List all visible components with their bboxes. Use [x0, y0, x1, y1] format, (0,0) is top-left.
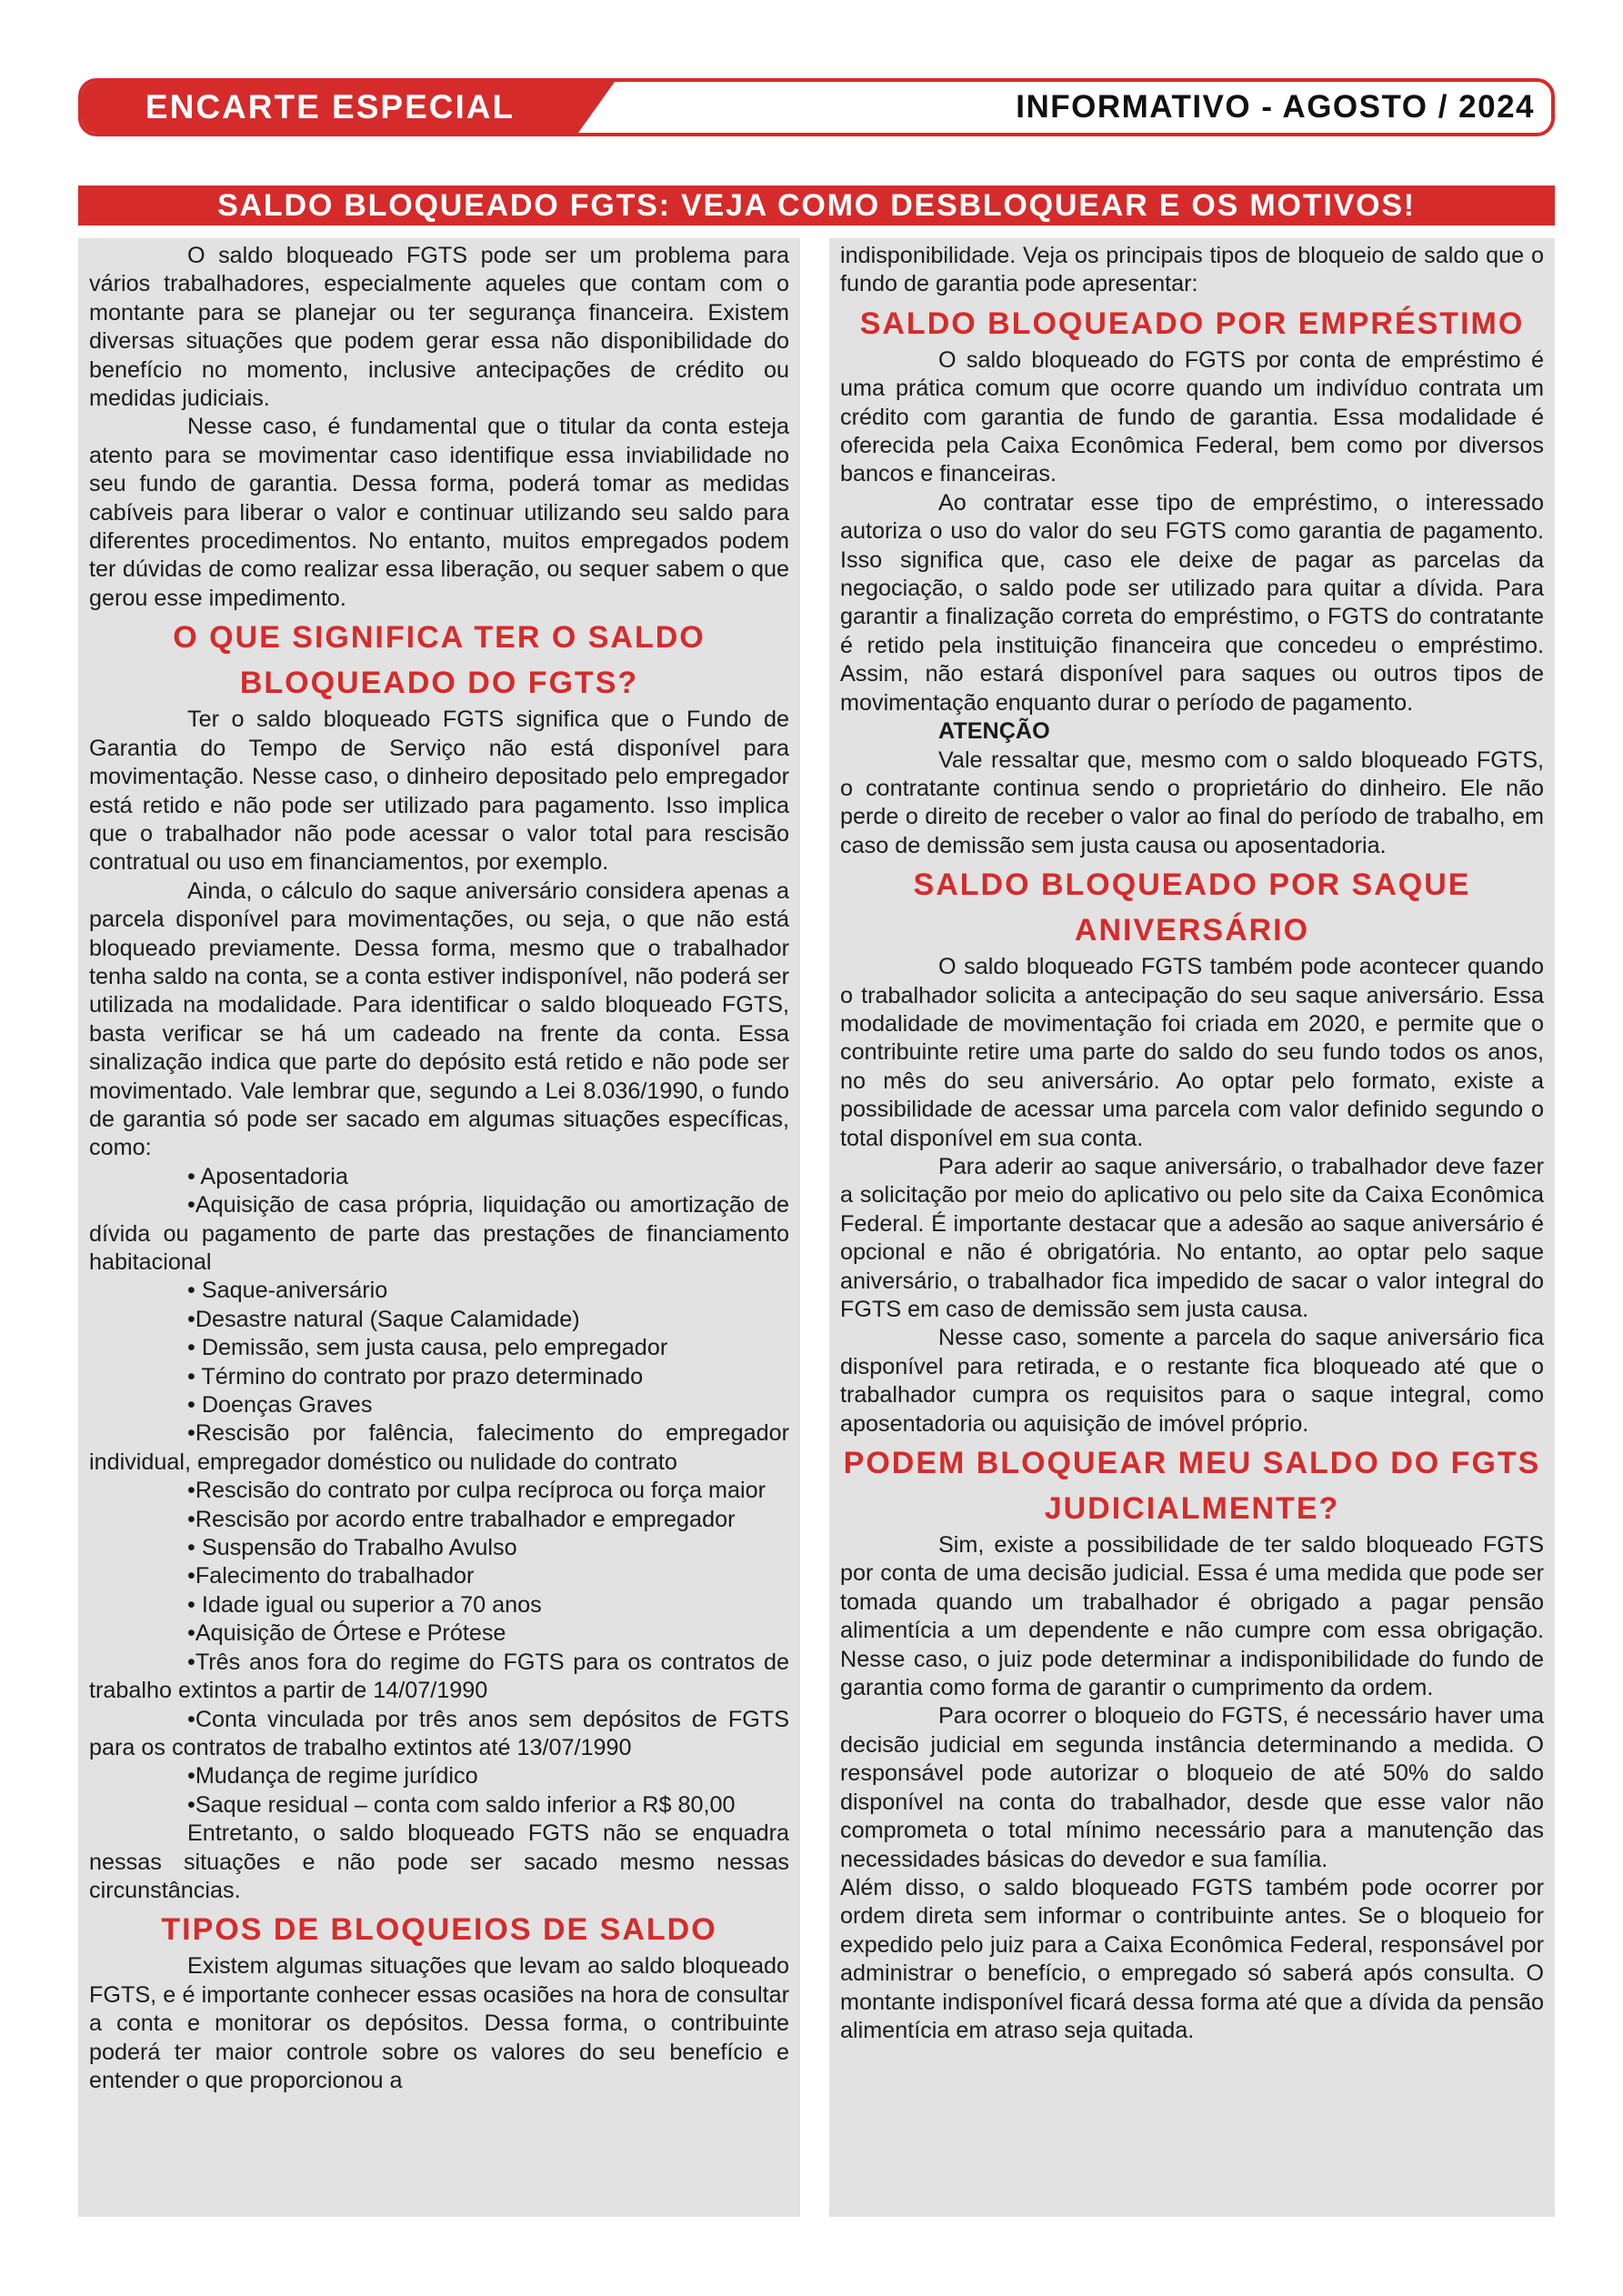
article-title: SALDO BLOQUEADO FGTS: VEJA COMO DESBLOQUEAR E OS MOTIVOS!: [78, 185, 1555, 226]
paragraph: Para ocorrer o bloqueio do FGTS, é necessário haver uma decisão judicial em segunda instância determinando a medida. O responsável pode autorizar o bloqueio de até 50% do saldo disponível na conta do trabalhador, desde que esse valor não comprometa o total mínimo necessário para a manutenção das necessidades básicas do devedor e sua família.: [840, 1703, 1544, 1872]
paragraph: Sim, existe a possibilidade de ter saldo bloqueado FGTS por conta de uma decisão judicial. Essa é uma medida que pode ser tomada quando um trabalhador é obrigado a pagar pensão alimentícia a um dependente e não cumpre com essa obrigação. Nesse caso, o juiz pode determinar a indisponibilidade do fundo de garantia como forma de garantir o cumprimento da ordem.: [840, 1532, 1544, 1701]
left-column: [78, 238, 800, 2217]
section-label: ENCARTE ESPECIAL: [82, 82, 578, 133]
paragraph: Ao contratar esse tipo de empréstimo, o interessado autoriza o uso do valor do seu FGTS como garantia de pagamento. Isso significa que, caso ele deixe de pagar as parcelas da negociação, o saldo pode ser utilizado para quitar a dívida. Para garantir a finalização correta do empréstimo, o FGTS do contratante é retido pela instituição financeira que concedeu o empréstimo. Assim, não estará disponível para saques ou outros tipos de movimentação enquanto durar o período de pagamento.: [840, 489, 1544, 716]
list-item: •Rescisão por falência, falecimento do empregador individual, empregador doméstico ou nulidade do contrato: [89, 1420, 789, 1475]
list-item: • Doenças Graves: [187, 1392, 373, 1419]
paragraph: Além disso, o saldo bloqueado FGTS também pode ocorrer por ordem direta sem informar o contribuinte antes. Se o bloqueio for expedido pelo juiz para a Caixa Econômica Federal, responsável por administrar o benefício, o empregado só saberá após consulta. O montante indisponível ficará dessa forma até que a dívida da pensão alimentícia em atraso seja quitada.: [840, 1874, 1544, 2043]
publication-label: INFORMATIVO - AGOSTO / 2024: [1016, 89, 1535, 125]
paragraph: O saldo bloqueado FGTS pode ser um problema para vários trabalhadores, especialmente aqueles que contam com o montante para se planejar ou ter segurança financeira. Existem diversas situações que podem gerar essa não disponibilidade do benefício no momento, inclusive antecipações de crédito ou medidas judiciais.: [89, 243, 789, 412]
paragraph: Nesse caso, somente a parcela do saque aniversário fica disponível para retirada, e o restante fica bloqueado até que o trabalhador cumpra os requisitos para o saque integral, como aposentadoria ou aquisição de imóvel próprio.: [840, 1325, 1544, 1437]
paragraph: Vale ressaltar que, mesmo com o saldo bloqueado FGTS, o contratante continua sendo o proprietário do dinheiro. Ele não perde o direito de receber o valor ao final do período de trabalho, em caso de demissão sem justa causa ou aposentadoria.: [840, 747, 1544, 858]
section-heading: SALDO BLOQUEADO POR EMPRÉSTIMO: [859, 306, 1525, 341]
paragraph: Ainda, o cálculo do saque aniversário considera apenas a parcela disponível para movimentações, ou seja, o que não está bloqueado previamente. Dessa forma, mesmo que o trabalhador tenha saldo na conta, se a conta estiver indisponível, não poderá ser utilizada na modalidade. Para identificar o saldo bloqueado FGTS, basta verificar se há um cadeado na frente da conta. Essa sinalização indica que parte do depósito está retido e não pode ser movimentado. Vale lembrar que, segundo a Lei 8.036/1990, o fundo de garantia só pode ser sacado em algumas situações específicas, como:: [89, 877, 789, 1161]
list-item: • Suspensão do Trabalho Avulso: [187, 1535, 517, 1561]
list-item: •Rescisão do contrato por culpa recíproca ou força maior: [187, 1478, 766, 1504]
list-item: •Desastre natural (Saque Calamidade): [187, 1306, 580, 1332]
section-heading: TIPOS DE BLOQUEIOS DE SALDO: [161, 1912, 717, 1948]
paragraph: Ter o saldo bloqueado FGTS significa que o Fundo de Garantia do Tempo de Serviço não está disponível para movimentação. Nesse caso, o dinheiro depositado pelo empregador está retido e não pode ser utilizado para pagamento. Isso implica que o trabalhador não pode acessar o valor total para rescisão contratual ou uso em financiamentos, por exemplo.: [89, 707, 789, 876]
list-item: •Conta vinculada por três anos sem depósitos de FGTS para os contratos de trabalho extintos até 13/07/1990: [89, 1706, 789, 1760]
list-item: • Aposentadoria: [187, 1163, 348, 1189]
list-item: • Término do contrato por prazo determinado: [187, 1363, 644, 1389]
right-column: [829, 238, 1555, 2217]
list-item: •Saque residual – conta com saldo inferior a R$ 80,00: [187, 1791, 736, 1818]
paragraph: Nesse caso, é fundamental que o titular da conta esteja atento para se movimentar caso identifique essa inviabilidade no seu fundo de garantia. Dessa forma, poderá tomar as medidas cabíveis para liberar o valor e continuar utilizando seu saldo para diferentes procedimentos. No entanto, muitos empregados podem ter dúvidas de como realizar essa liberação, ou sequer sabem o que gerou esse impedimento.: [89, 414, 789, 611]
section-heading: O QUE SIGNIFICA TER O SALDO BLOQUEADO DO FGTS?: [173, 620, 706, 701]
paragraph: Entretanto, o saldo bloqueado FGTS não se enquadra nessas situações e não pode ser sacado mesmo nessas circunstâncias.: [89, 1820, 789, 1903]
paragraph: O saldo bloqueado do FGTS por conta de empréstimo é uma prática comum que ocorre quando um indivíduo contrata um crédito com garantia de fundo de garantia. Essa modalidade é oferecida pela Caixa Econômica Federal, bem como por diversos bancos e financeiras.: [840, 346, 1544, 487]
list-item: •Três anos fora do regime do FGTS para os contratos de trabalho extintos a partir de 14/07/1990: [89, 1649, 789, 1704]
list-item: • Saque-aniversário: [187, 1278, 388, 1304]
list-item: •Aquisição de Órtese e Prótese: [187, 1620, 506, 1647]
list-item: •Rescisão por acordo entre trabalhador e empregador: [187, 1506, 736, 1532]
paragraph: Para aderir ao saque aniversário, o trabalhador deve fazer a solicitação por meio do aplicativo ou pelo site da Caixa Econômica Federal. É importante destacar que a adesão ao saque aniversário é opcional e não é obrigatória. No entanto, ao optar pelo saque aniversário, o trabalhador fica impedido de sacar o valor integral do FGTS em caso de demissão sem justa causa.: [840, 1153, 1544, 1322]
attention-label: ATENÇÃO: [938, 718, 1050, 745]
list-item: •Falecimento do trabalhador: [187, 1563, 475, 1589]
list-item: •Mudança de regime jurídico: [187, 1763, 478, 1790]
list-item: •Aquisição de casa própria, liquidação ou amortização de dívida ou pagamento de parte das prestações de financiamento habitacional: [89, 1192, 789, 1275]
section-heading: PODEM BLOQUEAR MEU SALDO DO FGTS JUDICIALMENTE?: [843, 1446, 1541, 1527]
list-item: • Idade igual ou superior a 70 anos: [187, 1591, 542, 1618]
page-header: [78, 78, 1555, 136]
paragraph: O saldo bloqueado FGTS também pode acontecer quando o trabalhador solicita a antecipação do seu saque aniversário. Essa modalidade de movimentação foi criada em 2020, e permite que o contribuinte retire uma parte do saldo do seu fundo todos os anos, no mês do seu aniversário. Ao optar pelo formato, existe a possibilidade de acessar uma parcela com valor definido segundo o total disponível em sua conta.: [840, 954, 1544, 1151]
list-item: • Demissão, sem justa causa, pelo empregador: [187, 1335, 668, 1361]
paragraph: indisponibilidade. Veja os principais tipos de bloqueio de saldo que o fundo de garantia pode apresentar:: [840, 243, 1544, 297]
paragraph: Existem algumas situações que levam ao saldo bloqueado FGTS, e é importante conhecer essas ocasiões na hora de consultar a conta e monitorar os depósitos. Dessa forma, o contribuinte poderá ter maior controle sobre os valores do seu benefício e entender o que proporcionou a: [89, 1953, 789, 2093]
section-heading: SALDO BLOQUEADO POR SAQUE ANIVERSÁRIO: [913, 867, 1471, 948]
situations-list: [89, 1163, 789, 1820]
